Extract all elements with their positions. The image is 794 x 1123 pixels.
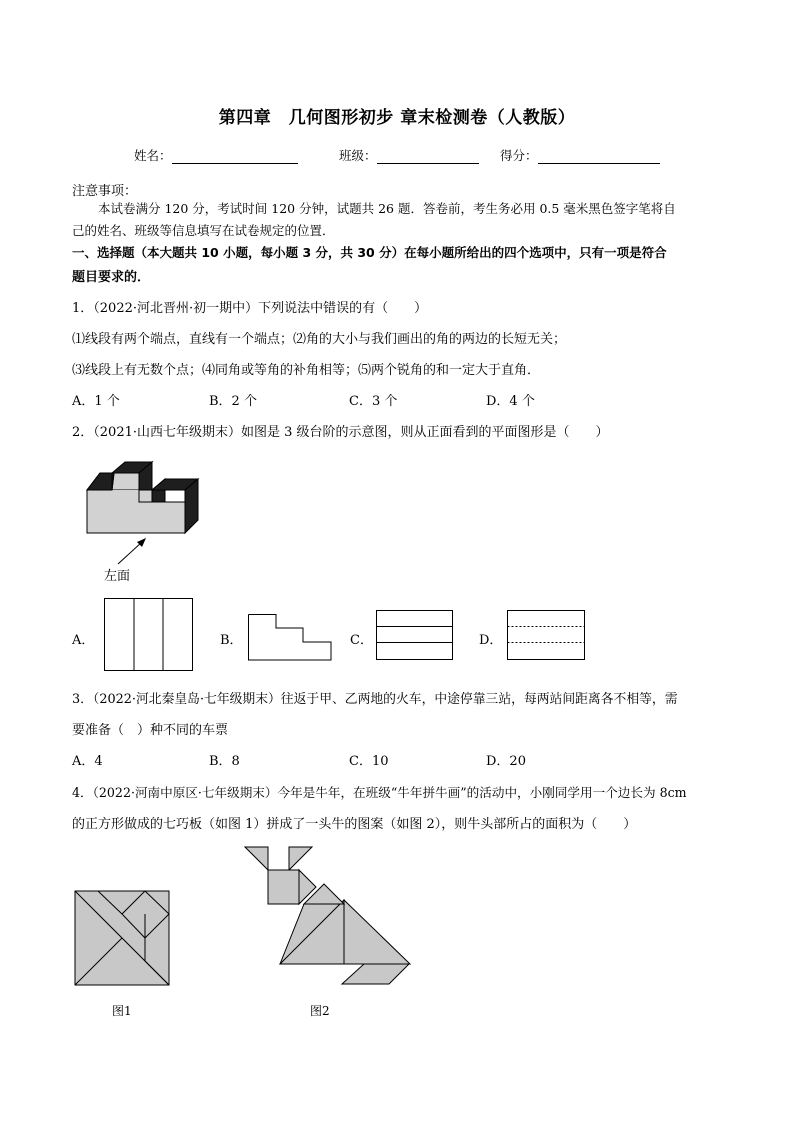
q1-option-a[interactable]: A．1 个 [72, 394, 120, 409]
q3-option-a[interactable]: A．4 [72, 754, 103, 769]
left-view-label: 左面 [104, 569, 131, 584]
q1-option-c[interactable]: C．3 个 [349, 394, 398, 409]
score-field [500, 146, 660, 164]
class-label: 班级： [339, 148, 377, 163]
q1-statement-1: ⑴线段有两个端点，直线有一个端点；⑵角的大小与我们画出的角的两边的长短无关； [72, 332, 567, 347]
q1-statement-2: ⑶线段上有无数个点；⑷同角或等角的补角相等；⑸两个锐角的和一定大于直角． [72, 363, 541, 378]
q2-stem: 2．（2021·山西七年级期末）如图是 3 级台阶的示意图，则从正面看到的平面图形是（ ） [72, 425, 609, 440]
class-blank[interactable] [377, 149, 479, 164]
q1-option-b[interactable]: B．2 个 [209, 394, 257, 409]
section1-line-2: 题目要求的． [72, 270, 151, 285]
tangram-square-figure [74, 890, 170, 986]
name-label: 姓名： [134, 148, 172, 163]
q2-option-b[interactable]: B． [220, 633, 243, 648]
score-label: 得分： [500, 148, 538, 163]
section1-line-1: 一、选择题（本大题共 10 小题，每小题 3 分，共 30 分）在每小题所给出的四个选项中，只有一项是符合 [72, 245, 667, 260]
q2-option-a-figure[interactable] [104, 598, 194, 672]
q2-option-c[interactable]: C． [350, 633, 373, 648]
class-field [339, 146, 479, 164]
q1-stem: 1．（2022·河北晋州·初一期中）下列说法中错误的有（ ） [72, 301, 428, 316]
fig1-caption: 图1 [112, 1004, 132, 1018]
q3-option-b[interactable]: B．8 [209, 754, 240, 769]
q2-option-b-figure[interactable] [248, 614, 334, 662]
q4-line-1: 4．（2022·河南中原区·七年级期末）今年是牛年，在班级“牛年拼牛画”的活动中，小刚同学用一个边长为 8cm [72, 785, 687, 800]
q1-option-d[interactable]: D．4 个 [486, 394, 535, 409]
stairs-figure [80, 460, 210, 542]
q3-option-d[interactable]: D．20 [486, 754, 526, 769]
q2-option-c-figure[interactable] [376, 610, 454, 662]
q3-line-2: 要准备（ ）种不同的车票 [72, 723, 229, 738]
tangram-ox-figure [244, 846, 414, 986]
notes-heading: 注意事项： [72, 184, 138, 199]
left-view-arrow [115, 535, 155, 567]
notes-line-2: 己的姓名、班级等信息填写在试卷规定的位置． [72, 223, 335, 238]
name-blank[interactable] [172, 149, 298, 164]
q2-option-d[interactable]: D． [479, 633, 503, 648]
notes-line-1: 本试卷满分 120 分，考试时间 120 分钟，试题共 26 题．答卷前，考生务必用 0.5 毫米黑色签字笔将自 [98, 201, 676, 216]
q3-option-c[interactable]: C．10 [349, 754, 389, 769]
name-field [134, 146, 298, 164]
q2-option-d-figure[interactable] [507, 610, 587, 662]
fig2-caption: 图2 [310, 1004, 330, 1018]
q4-line-2: 的正方形做成的七巧板（如图 1）拼成了一头牛的图案（如图 2），则牛头部所占的面积为（ ） [72, 817, 637, 832]
page-title: 第四章 几何图形初步 章末检测卷（人教版） [218, 108, 576, 128]
score-blank[interactable] [538, 149, 660, 164]
q2-option-a[interactable]: A． [72, 633, 95, 648]
q3-line-1: 3．（2022·河北秦皇岛·七年级期末）往返于甲、乙两地的火车，中途停靠三站，每两站间距离各不相等，需 [72, 692, 678, 707]
